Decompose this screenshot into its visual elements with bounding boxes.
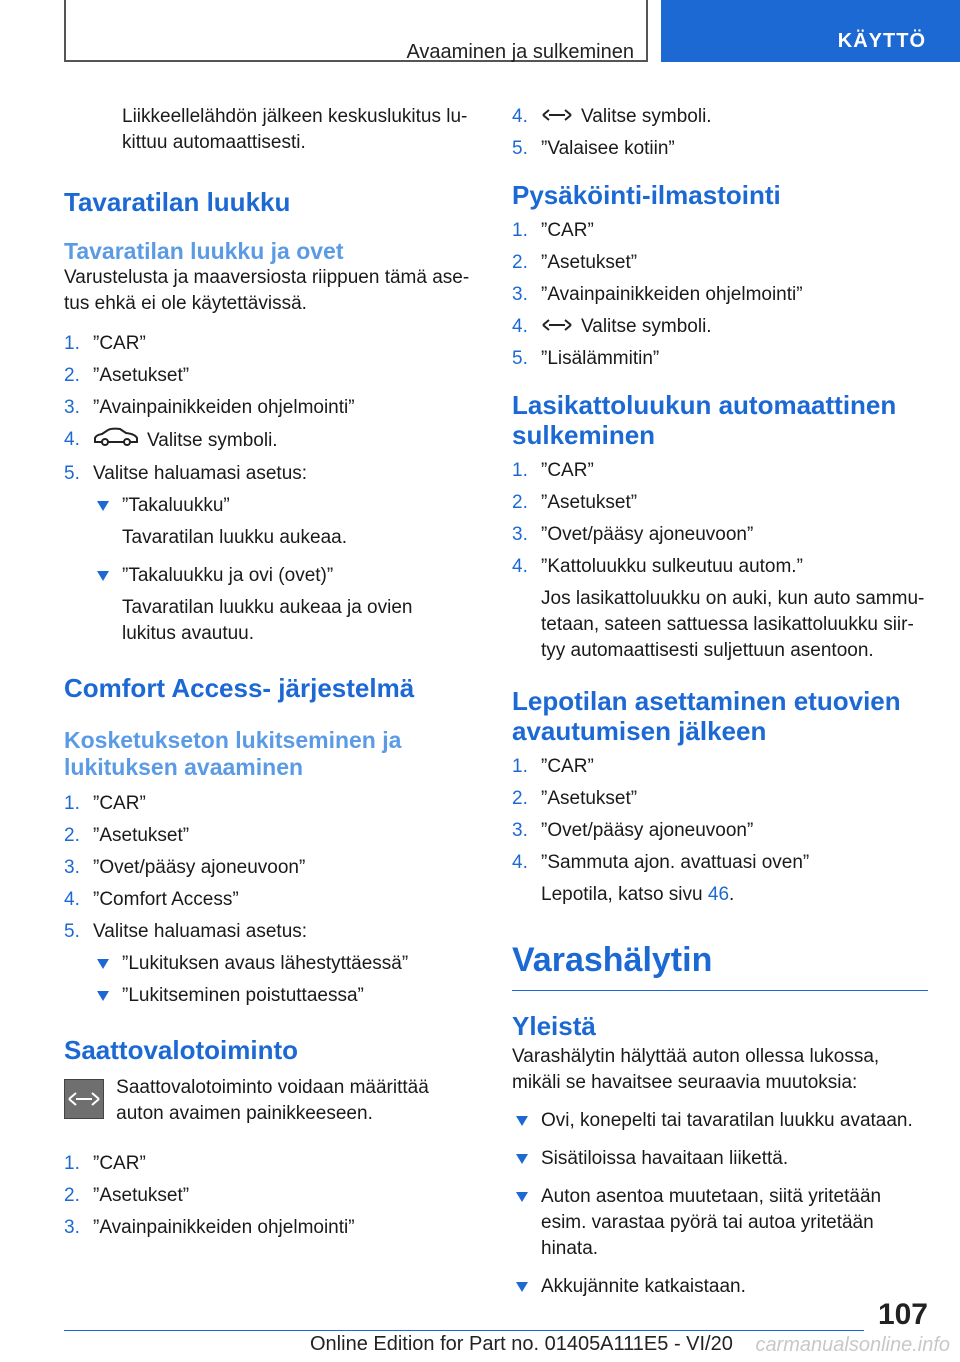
subheading-keyless: Kosketukseton lukitseminen ja lukituksen avaaminen: [64, 727, 402, 780]
triangle-bullet-icon: [97, 571, 109, 581]
car-icon: [93, 427, 139, 455]
heading-rule: [512, 990, 928, 991]
list-item: 5. Valitse haluamasi asetus:: [64, 463, 308, 484]
list-item: 4. Valitse symboli.: [512, 104, 928, 130]
list-item: 5. Valitse haluamasi asetus:: [64, 921, 308, 942]
sleep-mode-steps: [512, 754, 928, 876]
list-item: ”Takaluukku”: [93, 493, 470, 519]
list-item: ”Lukituksen avaus lähestyttäessä”: [93, 951, 470, 977]
list-item: ”Takaluukku ja ovi (ovet)”: [93, 563, 470, 589]
list-item: 2. ”Asetukset”: [512, 492, 638, 514]
list-item: Ovi, konepelti tai tavaratilan luukku avataan.: [512, 1108, 928, 1134]
triangle-bullet-icon: [97, 959, 109, 969]
list-item: 5. ”Lisälämmitin”: [512, 348, 660, 370]
list-item: 3. ”Avainpainikkeiden ohjelmointi”: [64, 397, 355, 418]
footer-edition: Online Edition for Part no. 01405A111E5 - VI/20: [310, 1333, 733, 1355]
list-item: Akkujännite katkaistaan.: [512, 1274, 928, 1300]
list-item: 3. ”Ovet/pääsy ajoneuvoon”: [512, 524, 754, 546]
triangle-bullet-icon: [516, 1192, 528, 1202]
list-item: 3. ”Ovet/pääsy ajoneuvoon”: [512, 820, 754, 842]
heading-alarm-system: Varashälytin: [512, 941, 713, 980]
intro-text: Liikkeellelähdön jälkeen keskuslukitus lu-kittuu automaattisesti.: [122, 106, 468, 153]
list-item: 3. ”Avainpainikkeiden ohjelmointi”: [64, 1217, 355, 1238]
comfort-steps: [64, 791, 470, 945]
triangle-bullet-icon: [516, 1116, 528, 1126]
list-item: Sisätiloissa havaitaan liikettä.: [512, 1146, 928, 1172]
footer-rule: [64, 1330, 864, 1331]
list-item: 3. ”Ovet/pääsy ajoneuvoon”: [64, 857, 306, 878]
key-button-icon: [64, 1079, 104, 1119]
left-column: [64, 96, 470, 1247]
list-item: 1. ”CAR”: [512, 460, 594, 482]
follow-me-home-steps: [64, 1151, 470, 1241]
heading-sleep-mode: Lepotilan asettaminen etuovien avautumisen jälkeen: [512, 686, 901, 747]
list-item: 1. ”CAR”: [64, 333, 146, 354]
list-item-desc: Tavaratilan luukku aukeaa ja ovien lukitus avautuu.: [122, 597, 413, 644]
tailgate-steps: [64, 331, 470, 487]
list-item: 4. ”Comfort Access”: [64, 889, 239, 910]
heading-comfort-access: Comfort Access- järjestelmä: [64, 673, 415, 703]
list-item: 4. Valitse symboli.: [512, 314, 928, 340]
header-chapter-tab[interactable]: KÄYTTÖ: [661, 0, 960, 62]
alarm-triggers: [512, 1108, 928, 1300]
list-item: 1. ”CAR”: [64, 1153, 146, 1174]
triangle-bullet-icon: [97, 991, 109, 1001]
follow-me-home-box: [64, 1079, 470, 1127]
sunroof-steps: [512, 458, 928, 580]
watermark: carmanualsonline.info: [755, 1334, 950, 1356]
tailgate-options: [64, 493, 470, 647]
list-item: Auton asentoa muutetaan, siitä yritetään esim. varastaa pyörä tai autoa yritetään hinata.: [512, 1184, 928, 1262]
comfort-options: [64, 951, 470, 1009]
list-item: 2. ”Asetukset”: [64, 365, 190, 386]
list-item: 1. ”CAR”: [512, 756, 594, 778]
list-item: 5. ”Valaisee kotiin”: [512, 138, 675, 160]
parking-climate-steps: [512, 218, 928, 372]
arrows-icon: [541, 104, 573, 130]
page-link[interactable]: 46: [707, 884, 730, 906]
follow-me-home-steps-cont: [512, 104, 928, 162]
subheading-tailgate-doors: Tavaratilan luukku ja ovet: [64, 238, 344, 264]
list-item: ”Lukitseminen poistuttaessa”: [93, 983, 470, 1009]
sunroof-note: Jos lasikattoluukku on auki, kun auto sammu-tetaan, sateen sattuessa lasikattoluukku siir-tyy automaattisesti suljettuun asentoon.: [541, 588, 925, 662]
heading-parking-climate: Pysäköinti-ilmastointi: [512, 180, 781, 211]
right-column: [512, 96, 928, 1300]
sleep-mode-note: Lepotila, katso sivu 46.: [541, 884, 735, 906]
list-item: 3. ”Avainpainikkeiden ohjelmointi”: [512, 284, 803, 306]
page-number: 107: [877, 1298, 928, 1331]
list-item: 4. ”Kattoluukku sulkeutuu autom.”: [512, 556, 803, 578]
header-section-title: Avaaminen ja sulkeminen: [406, 40, 634, 63]
triangle-bullet-icon: [516, 1282, 528, 1292]
list-item-desc: Tavaratilan luukku aukeaa.: [122, 527, 347, 548]
list-item: 1. ”CAR”: [512, 220, 594, 242]
triangle-bullet-icon: [97, 501, 109, 511]
list-item: 1. ”CAR”: [64, 793, 146, 814]
list-item: 2. ”Asetukset”: [64, 825, 190, 846]
triangle-bullet-icon: [516, 1154, 528, 1164]
follow-me-home-text: Saattovalotoiminto voidaan määrittää auton avaimen painikkeeseen.: [116, 1077, 429, 1124]
heading-tailgate: Tavaratilan luukku: [64, 187, 291, 217]
list-item: 2. ”Asetukset”: [512, 788, 638, 810]
list-item: 4. ”Sammuta ajon. avattuasi oven”: [512, 852, 810, 874]
header-section-box: [64, 0, 648, 62]
list-item: 4. Valitse symboli.: [64, 427, 470, 455]
heading-follow-me-home: Saattovalotoiminto: [64, 1035, 299, 1065]
list-item: 2. ”Asetukset”: [512, 252, 638, 274]
list-item: 2. ”Asetukset”: [64, 1185, 190, 1206]
subheading-general: Yleistä: [512, 1011, 596, 1042]
tailgate-note: Varustelusta ja maaversiosta riippuen tämä ase-tus ehkä ei ole käytettävissä.: [64, 267, 470, 314]
heading-sunroof-close: Lasikattoluukun automaattinen sulkeminen: [512, 390, 897, 451]
alarm-intro: Varashälytin hälyttää auton ollessa lukossa, mikäli se havaitsee seuraavia muutoksia:: [512, 1046, 880, 1094]
arrows-icon: [541, 314, 573, 340]
